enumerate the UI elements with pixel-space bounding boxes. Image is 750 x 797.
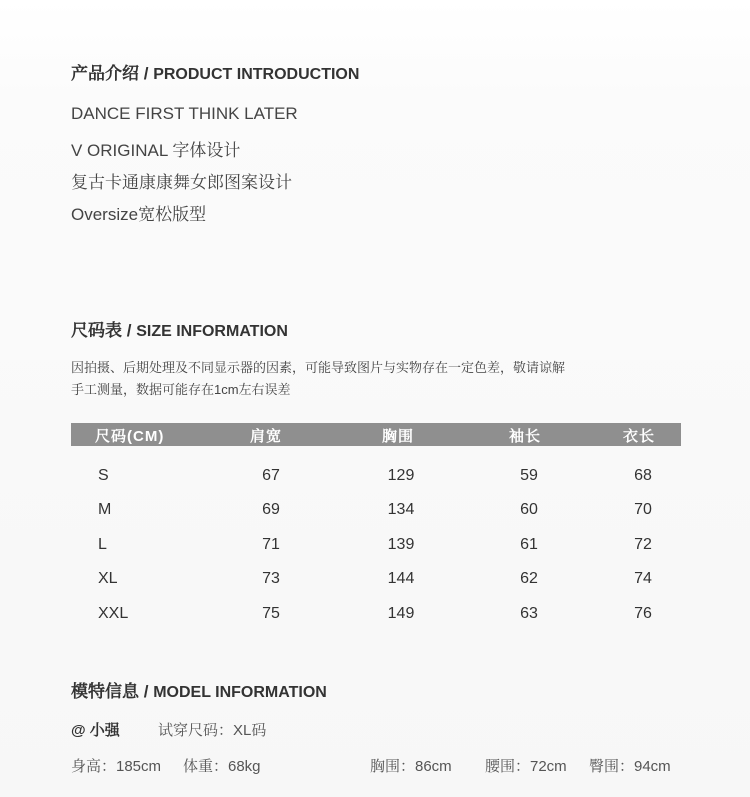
model-heading-en: MODEL INFORMATION [153, 684, 327, 701]
intro-line: 复古卡通康康舞女郎图案设计 [71, 173, 292, 192]
cell-length: 72 [634, 536, 652, 553]
column-header-chest: 胸围 [382, 428, 415, 445]
cell-size: XXL [98, 605, 129, 622]
model-waist: 腰围：72cm [485, 758, 567, 775]
model-name: @ 小强 [71, 722, 120, 739]
cell-shoulder: 73 [262, 570, 280, 587]
size-table-header [71, 423, 681, 446]
cell-shoulder: 75 [262, 605, 280, 622]
cell-length: 70 [634, 501, 652, 518]
cell-size: L [98, 536, 107, 553]
table-row [0, 467, 750, 487]
disclaimer-note: 手工测量，数据可能存在1cm左右误差 [71, 382, 291, 397]
column-header-sleeve: 袖长 [509, 428, 542, 445]
model-tried-size: 试穿尺码：XL码 [158, 722, 267, 739]
cell-chest: 139 [387, 536, 415, 553]
heading-separator: / [126, 321, 132, 340]
intro-heading [71, 59, 359, 84]
column-header-size: 尺码(CM) [95, 428, 165, 445]
model-chest: 胸围：86cm [370, 758, 452, 775]
cell-sleeve: 61 [520, 536, 538, 553]
cell-size: M [98, 501, 112, 518]
cell-sleeve: 62 [520, 570, 538, 587]
column-header-shoulder: 肩宽 [250, 428, 283, 445]
cell-length: 68 [634, 467, 652, 484]
table-row [0, 536, 750, 556]
heading-separator: / [143, 682, 149, 701]
cell-size: XL [98, 570, 118, 587]
disclaimer-note: 因拍摄、后期处理及不同显示器的因素，可能导致图片与实物存在一定色差，敬请谅解 [71, 360, 566, 375]
cell-chest: 144 [387, 570, 415, 587]
cell-size: S [98, 467, 109, 484]
table-row [0, 605, 750, 625]
model-hip: 臀围：94cm [589, 758, 671, 775]
cell-chest: 134 [387, 501, 415, 518]
intro-line: DANCE FIRST THINK LATER [71, 104, 298, 123]
cell-shoulder: 71 [262, 536, 280, 553]
cell-shoulder: 69 [262, 501, 280, 518]
cell-sleeve: 59 [520, 467, 538, 484]
cell-chest: 129 [387, 467, 415, 484]
cell-length: 76 [634, 605, 652, 622]
model-weight: 体重：68kg [183, 758, 261, 775]
cell-chest: 149 [387, 605, 415, 622]
intro-heading-cn: 产品介绍 [71, 64, 139, 83]
table-row [0, 570, 750, 590]
heading-separator: / [143, 64, 149, 83]
intro-line: V ORIGINAL 字体设计 [71, 141, 241, 160]
cell-sleeve: 63 [520, 605, 538, 622]
cell-sleeve: 60 [520, 501, 538, 518]
size-heading-cn: 尺码表 [71, 321, 122, 340]
cell-length: 74 [634, 570, 652, 587]
model-heading-cn: 模特信息 [71, 682, 139, 701]
cell-shoulder: 67 [262, 467, 280, 484]
intro-heading-en: PRODUCT INTRODUCTION [153, 66, 360, 83]
model-heading [71, 677, 327, 702]
size-heading [71, 316, 288, 341]
intro-line: Oversize宽松版型 [71, 205, 207, 224]
model-height: 身高：185cm [71, 758, 162, 775]
table-row [0, 501, 750, 521]
size-heading-en: SIZE INFORMATION [136, 323, 288, 340]
column-header-length: 衣长 [623, 428, 656, 445]
